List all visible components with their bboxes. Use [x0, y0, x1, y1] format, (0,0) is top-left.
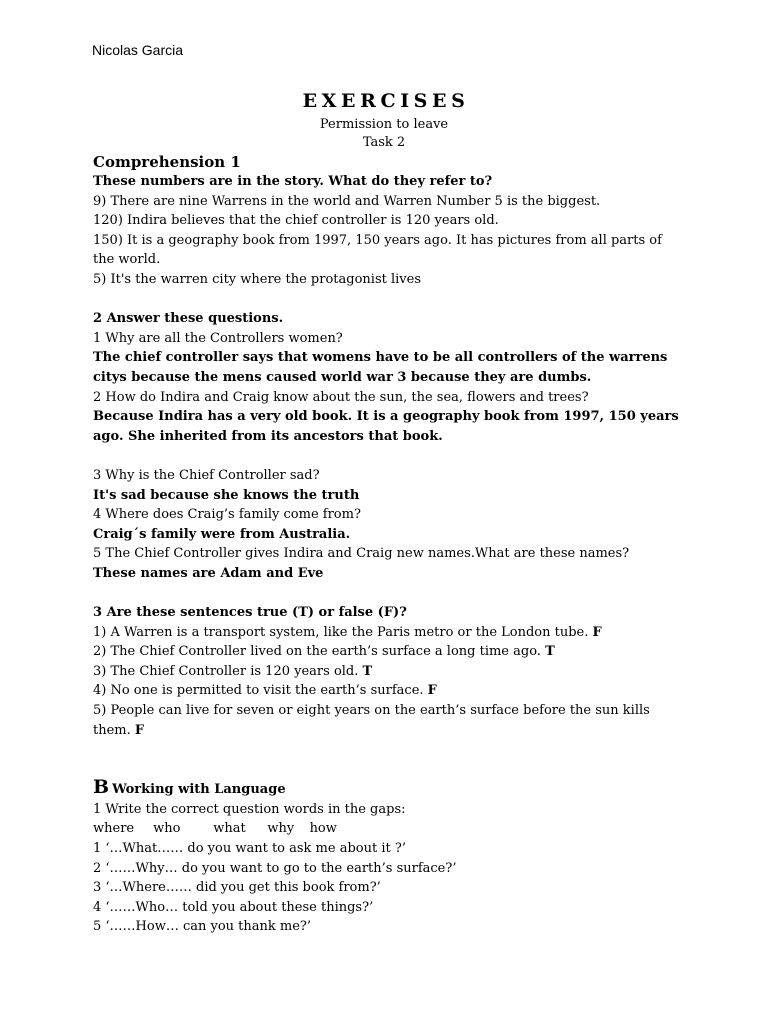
truefalse-item [93, 623, 683, 643]
comprehension-item: 120) Indira believes that the chief controller is 120 years old. [93, 213, 499, 229]
statement-text: 5) People can live for seven or eight years on the earth’s surface before the sun kills them. [93, 703, 650, 738]
answer: It's sad because she knows the truth [93, 487, 360, 503]
question: 2 How do Indira and Craig know about the sun, the sea, flowers and trees? [93, 389, 589, 405]
answer: Craig´s family were from Australia. [93, 526, 351, 542]
statement-text: 4) No one is permitted to visit the earth’s surface. [93, 683, 428, 699]
questions-heading: 2 Answer these questions. [93, 311, 284, 327]
gap-fill-item: 4 ‘……Who… told you about these things?’ [93, 899, 374, 915]
gap-fill-item: 1 ‘…What…… do you want to ask me about it ?’ [93, 841, 406, 856]
gap-fill-item: 5 ‘……How… can you thank me?’ [93, 919, 312, 935]
language-heading [93, 776, 683, 800]
tf-answer: F [134, 722, 145, 738]
gap-fill-item: 2 ‘……Why… do you want to go to the earth’s surface?’ [93, 860, 457, 876]
comprehension-item: 5) It's the warren city where the protagonist lives [93, 271, 422, 287]
comprehension-item: 150) It is a geography book from 1997, 150 years ago. It has pictures from all parts of the world. [93, 232, 662, 268]
language-instruction: 1 Write the correct question words in the gaps: [93, 801, 406, 817]
truefalse-item [93, 701, 683, 740]
truefalse-item [93, 642, 683, 662]
author-name: Nicolas Garcia [92, 42, 184, 58]
tf-answer: F [592, 624, 602, 640]
comprehension-instruction: These numbers are in the story. What do they refer to? [93, 174, 493, 189]
answer: Because Indira has a very old book. It is a geography book from 1997, 150 years ago. She inherited from its ancestors that book. [93, 409, 679, 444]
comprehension-heading: Comprehension 1 [93, 153, 241, 171]
truefalse-heading: 3 Are these sentences true (T) or false (F)? [93, 605, 407, 621]
task-label: Task 2 [362, 135, 406, 150]
word-bank-item: what [213, 821, 246, 837]
title-block [0, 90, 768, 152]
truefalse-item [93, 681, 683, 701]
tf-answer: T [545, 644, 555, 660]
statement-text: 2) The Chief Controller lived on the earth’s surface a long time ago. [93, 644, 546, 660]
document-title: EXERCISES [302, 90, 470, 112]
word-bank-item: who [153, 821, 181, 837]
word-bank [93, 819, 683, 839]
answer: The chief controller says that womens have to be all controllers of the warrens citys because the mens caused world war 3 because they are dumbs. [93, 350, 668, 385]
comprehension-item: 9) There are nine Warrens in the world and Warren Number 5 is the biggest. [93, 193, 601, 209]
section-letter: B [93, 776, 110, 799]
language-heading-text: Working with Language [112, 782, 286, 798]
question: 4 Where does Craig’s family come from? [93, 507, 361, 523]
question: 3 Why is the Chief Controller sad? [93, 467, 320, 483]
document-subtitle: Permission to leave [319, 117, 449, 132]
statement-text: 1) A Warren is a transport system, like the Paris metro or the London tube. [93, 624, 593, 640]
word-bank-item: why [267, 821, 295, 837]
tf-answer: T [362, 663, 373, 679]
gap-fill-item: 3 ‘…Where…… did you get this book from?’ [93, 880, 381, 896]
word-bank-item: how [309, 821, 337, 837]
statement-text: 3) The Chief Controller is 120 years old. [93, 663, 363, 679]
question: 5 The Chief Controller gives Indira and Craig new names.What are these names? [93, 546, 630, 562]
answer: These names are Adam and Eve [93, 565, 324, 581]
truefalse-item [93, 662, 683, 682]
document-body [93, 152, 683, 937]
tf-answer: F [427, 683, 437, 699]
question: 1 Why are all the Controllers women? [93, 330, 343, 346]
word-bank-item: where [93, 821, 135, 837]
